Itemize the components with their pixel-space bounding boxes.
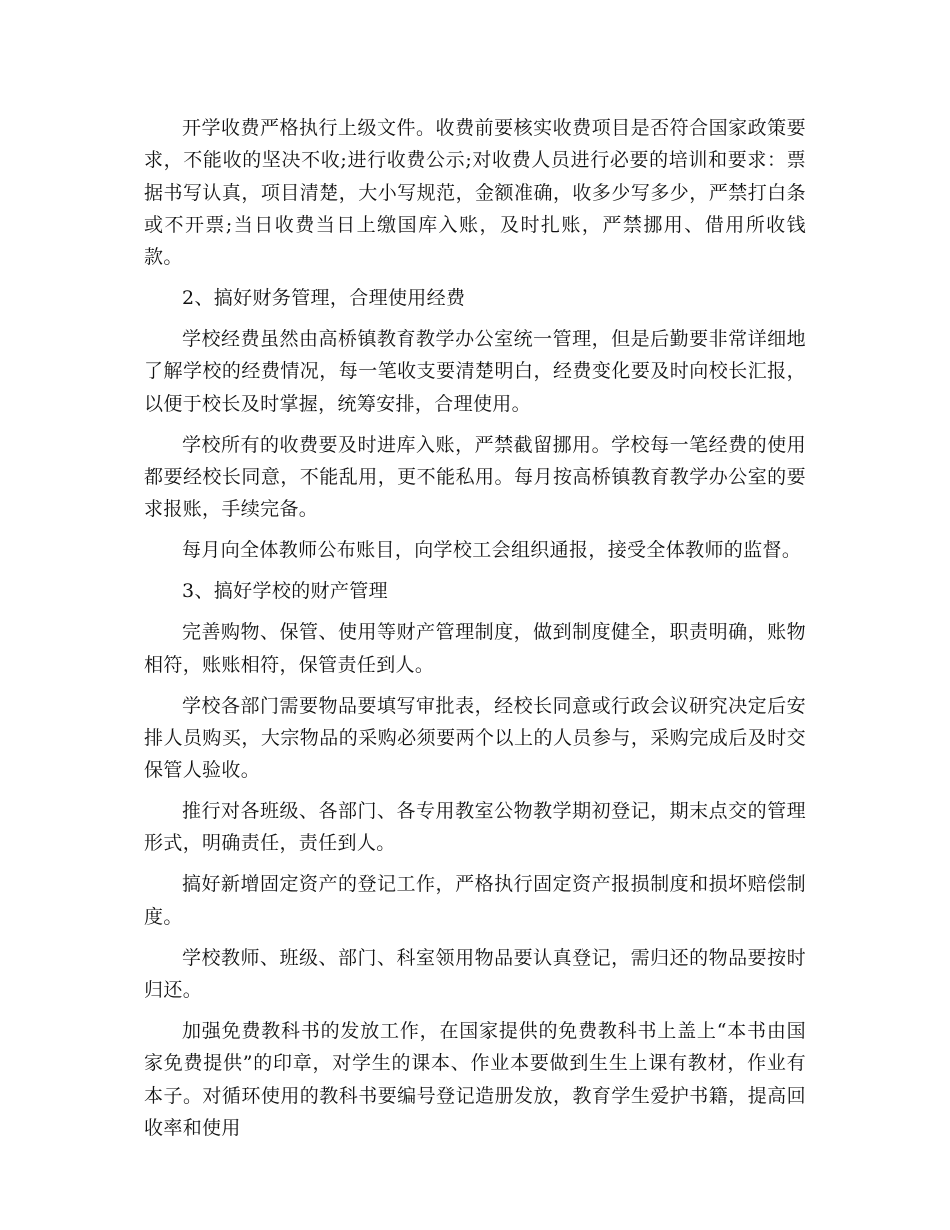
paragraph-registration-handover: 推行对各班级、各部门、各专用教室公物教学期初登记，期末点交的管理形式，明确责任，责任到人。 [144, 800, 806, 855]
paragraph-fee-collection: 开学收费严格执行上级文件。收费前要核实收费项目是否符合国家政策要求，不能收的坚决不收;进行收费公示;对收费人员进行必要的培训和要求：票据书写认真，项目清楚，大小写规范，金额准确，收多少写多少，严禁打白条或不开票;当日收费当日上缴国库入账，及时扎账，严禁挪用、借用所收钱款。 [144, 117, 806, 269]
paragraph-funds-overview: 学校经费虽然由高桥镇教育教学办公室统一管理，但是后勤要非常详细地了解学校的经费情况，每一笔收支要清楚明白，经费变化要及时向校长汇报，以便于校长及时掌握，统筹安排，合理使用。 [144, 328, 806, 415]
heading-property-management: 3、搞好学校的财产管理 [182, 580, 388, 603]
paragraph-fixed-assets: 搞好新增固定资产的登记工作，严格执行固定资产报损制度和损坏赔偿制度。 [144, 873, 806, 928]
paragraph-free-textbooks: 加强免费教科书的发放工作，在国家提供的免费教科书上盖上“本书由国家免费提供”的印章，对学生的课本、作业本要做到生生上课有教材，作业有本子。对循环使用的教科书要编号登记造册发放，教育学生爱护书籍，提高回收率和使用 [144, 1019, 806, 1139]
paragraph-monthly-accounts: 每月向全体教师公布账目，向学校工会组织通报，接受全体教师的监督。 [182, 539, 802, 562]
paragraph-item-registration: 学校教师、班级、部门、科室领用物品要认真登记，需归还的物品要按时归还。 [144, 946, 806, 1001]
heading-financial-management: 2、搞好财务管理，合理使用经费 [182, 287, 466, 310]
paragraph-fee-deposit: 学校所有的收费要及时进库入账，严禁截留挪用。学校每一笔经费的使用都要经校长同意，不能乱用，更不能私用。每月按高桥镇教育教学办公室的要求报账，手续完备。 [144, 433, 806, 521]
paragraph-purchase-approval: 学校各部门需要物品要填写审批表，经校长同意或行政会议研究决定后安排人员购买，大宗物品的采购必须要两个以上的人员参与，采购完成后及时交保管人验收。 [144, 694, 806, 782]
paragraph-property-system: 完善购物、保管、使用等财产管理制度，做到制度健全，职责明确，账物相符，账账相符，保管责任到人。 [144, 621, 806, 676]
document-body [144, 112, 806, 1153]
